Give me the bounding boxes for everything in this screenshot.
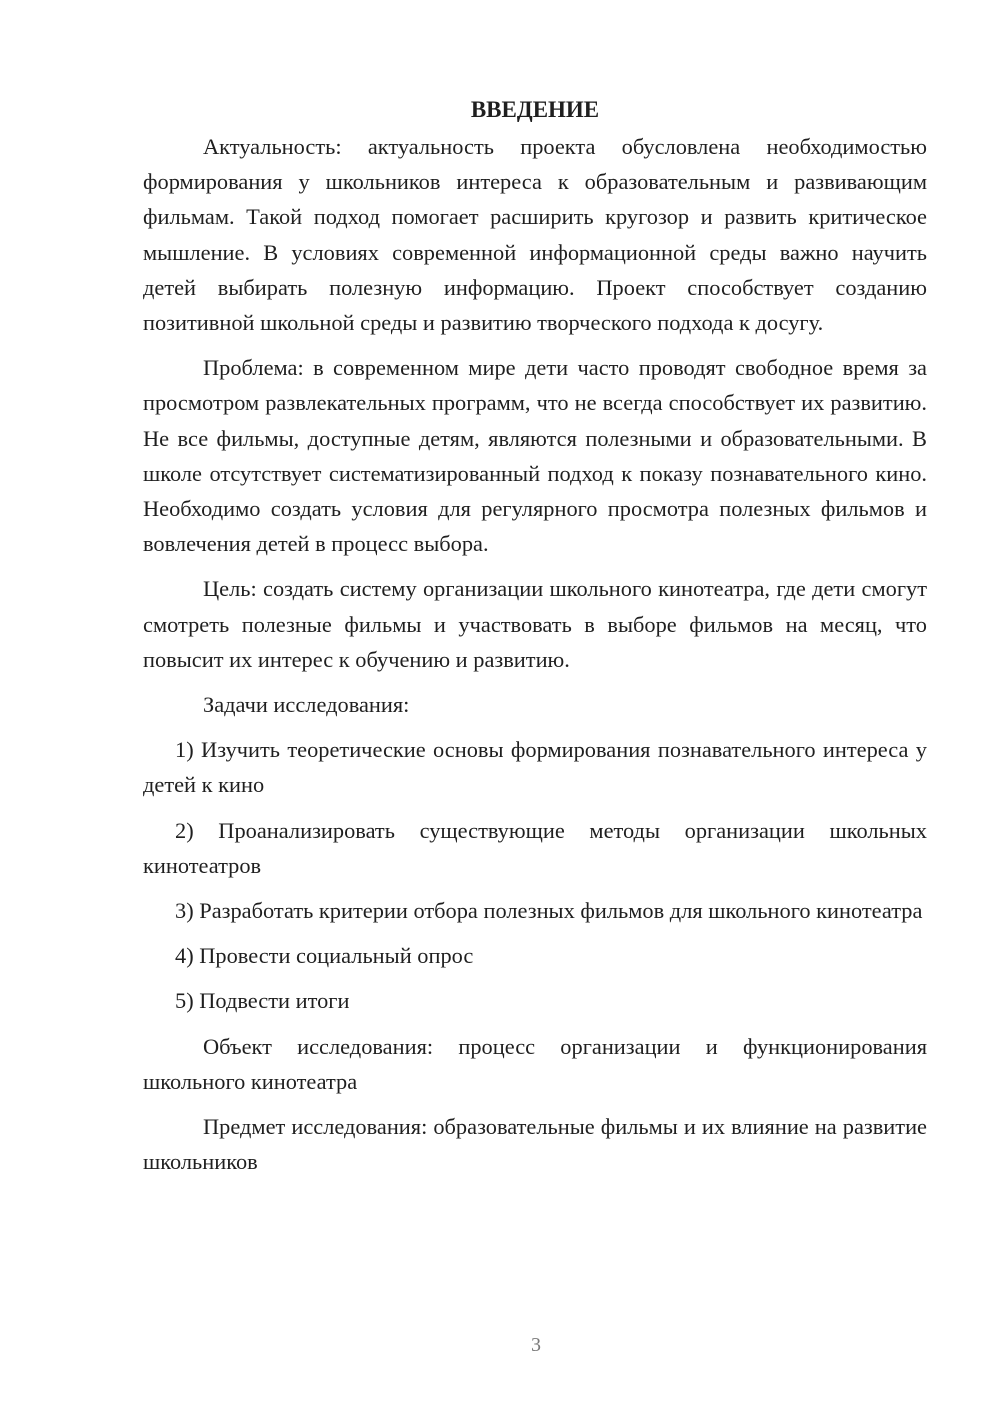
page-title: ВВЕДЕНИЕ [470, 97, 600, 122]
object-paragraph: Объект исследования: процесс организации и функционирования школьного кинотеатра [143, 1033, 927, 1094]
subject-paragraph: Предмет исследования: образовательные фильмы и их влияние на развитие школьников [143, 1114, 927, 1175]
task-item-3: 3) Разработать критерии отбора полезных фильмов для школьного кинотеатра [175, 898, 923, 924]
page-number: 3 [531, 1334, 541, 1356]
task-item-4: 4) Провести социальный опрос [175, 943, 474, 969]
task-item-5: 5) Подвести итоги [175, 988, 350, 1014]
problem-paragraph: Проблема: в современном мире дети часто проводят свободное время за просмотром развлекательных программ, что не всегда способствует их развитию. Не все фильмы, доступные детям, являются полезными и образовательными. В школе отсутствует систематизированный подход к показу познавательного кино. Необходимо создать условия для регулярного просмотра полезных фильмов и вовлечения детей в процесс выбора. [143, 355, 927, 557]
task-item-1: 1) Изучить теоретические основы формирования познавательного интереса у детей к кино [143, 737, 927, 798]
tasks-heading: Задачи исследования: [203, 692, 410, 718]
task-item-2: 2) Проанализировать существующие методы организации школьных кинотеатров [143, 817, 927, 878]
page-content [143, 92, 927, 1179]
goal-paragraph: Цель: создать систему организации школьного кинотеатра, где дети смогут смотреть полезные фильмы и участвовать в выборе фильмов на месяц, что повысит их интерес к обучению и развитию. [143, 576, 927, 672]
relevance-paragraph: Актуальность: актуальность проекта обусловлена необходимостью формирования у школьников интереса к образовательным и развивающим фильмам. Такой подход помогает расширить кругозор и развить критическое мышление. В условиях современной информационной среды важно научить детей выбирать полезную информацию. Проект способствует созданию позитивной школьной среды и развитию творческого подхода к досугу. [143, 134, 927, 336]
